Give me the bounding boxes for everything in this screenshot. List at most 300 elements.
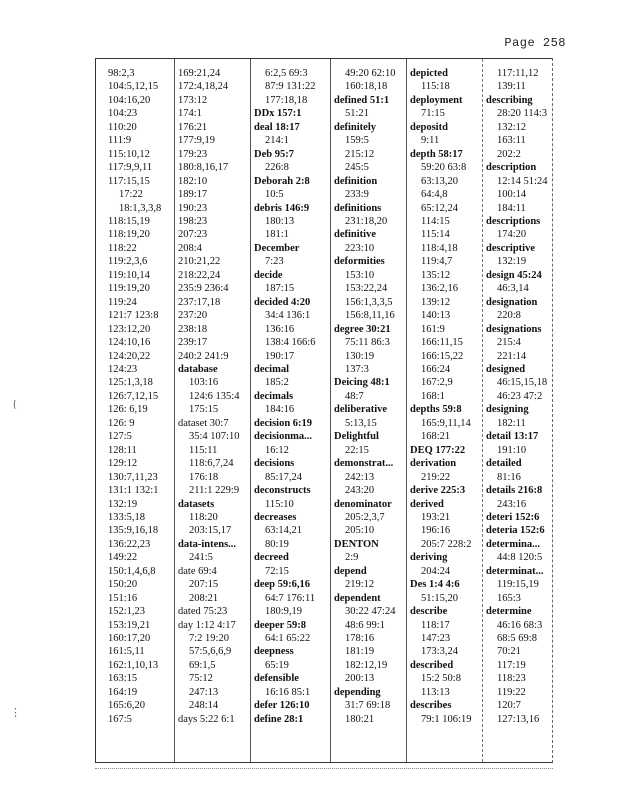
index-entry: 205:7 228:2 — [421, 538, 472, 550]
index-entry: 153:10 — [345, 269, 375, 281]
index-entry: 180:8,16,17 — [178, 162, 229, 174]
index-entry: 166:15,22 — [421, 350, 464, 362]
index-term: derived — [410, 498, 444, 510]
index-entry: 174:20 — [497, 229, 527, 241]
index-entry: 191:10 — [497, 444, 527, 456]
index-entry: 130:19 — [345, 350, 375, 362]
index-entry: 31:7 69:18 — [345, 700, 391, 712]
index-entry: 118:17 — [421, 619, 450, 631]
index-entry: 179:23 — [178, 148, 208, 160]
index-entry: 16:12 — [265, 444, 289, 456]
index-entry: 219:22 — [421, 471, 451, 483]
index-entry: 200:13 — [345, 673, 375, 685]
index-term: deliberative — [334, 404, 388, 416]
index-entry: 172:4,18,24 — [178, 81, 229, 93]
index-entry: 173:12 — [178, 94, 208, 106]
index-entry: 210:21,22 — [178, 256, 221, 268]
index-term: decided 4:20 — [254, 296, 311, 308]
index-entry: 139:11 — [497, 81, 526, 93]
index-entry: 176:21 — [178, 121, 208, 133]
index-entry: 204:24 — [421, 565, 451, 577]
index-entry: 118:20 — [189, 511, 218, 523]
index-entry: 166:24 — [421, 363, 451, 375]
index-entry: 215:4 — [497, 337, 521, 349]
index-entry: 115:14 — [421, 229, 450, 241]
index-entry: 64:1 65:22 — [265, 633, 311, 645]
index-entry: 168:1 — [421, 390, 445, 402]
index-term: decimal — [254, 363, 289, 375]
index-entry: 187:15 — [265, 283, 295, 295]
index-entry: date 69:4 — [178, 565, 217, 577]
index-term: depending — [334, 686, 381, 698]
index-term: determinat... — [486, 565, 544, 577]
index-entry: 132:12 — [497, 121, 527, 133]
index-entry: 211:1 229:9 — [189, 485, 240, 497]
index-entry: 241:5 — [189, 552, 213, 564]
index-entry: 190:17 — [265, 350, 295, 362]
index-entry: 189:17 — [178, 189, 208, 201]
index-entry: 9:11 — [421, 135, 440, 147]
index-entry: 208:4 — [178, 242, 202, 254]
index-entry: 104:5,12,15 — [108, 81, 159, 93]
index-term: deepness — [254, 646, 294, 658]
index-entry: 71:15 — [421, 108, 445, 120]
index-entry: 70:21 — [497, 646, 521, 658]
index-term: described — [410, 659, 454, 671]
index-entry: 6:2,5 69:3 — [265, 68, 308, 79]
index-entry: 119:19,20 — [108, 283, 150, 295]
index-entry: 34:4 136:1 — [265, 310, 311, 322]
index-entry: 184:11 — [497, 202, 526, 214]
index-entry: 115:10 — [265, 498, 294, 510]
index-entry: 223:10 — [345, 242, 375, 254]
index-entry: 98:2,3 — [108, 68, 135, 79]
index-entry: 46:15,15,18 — [497, 377, 548, 389]
index-entry: 207:23 — [178, 229, 208, 241]
index-term: descriptions — [486, 215, 541, 227]
column-divider — [406, 59, 407, 762]
index-entry: 22:15 — [345, 444, 369, 456]
index-term: derive 225:3 — [410, 485, 466, 497]
index-entry: 124:23 — [108, 363, 138, 375]
index-entry: 51:21 — [345, 108, 369, 120]
margin-mark: ⋮ — [10, 707, 21, 719]
index-term: defensible — [254, 673, 299, 685]
index-entry: 215:12 — [345, 148, 375, 160]
index-entry: 221:14 — [497, 350, 527, 362]
index-term: defined 51:1 — [334, 94, 390, 106]
column-divider — [330, 59, 331, 762]
index-entry: 118:22 — [108, 242, 137, 254]
index-entry: 119:24 — [108, 296, 137, 308]
index-entry: 81:16 — [497, 471, 521, 483]
index-term: decimals — [254, 390, 294, 402]
index-term: denominator — [334, 498, 392, 510]
index-entry: 123:12,20 — [108, 323, 151, 335]
index-term: definition — [334, 175, 378, 187]
index-term: designation — [486, 296, 538, 308]
index-entry: 180:13 — [265, 215, 295, 227]
index-term: DEQ 177:22 — [410, 444, 466, 456]
index-entry: 178:16 — [345, 633, 375, 645]
index-entry: 139:12 — [421, 296, 451, 308]
index-entry: 168:21 — [421, 431, 451, 443]
bottom-rule — [95, 768, 553, 770]
index-term: definitive — [334, 229, 376, 241]
index-entry: 151:16 — [108, 592, 138, 604]
index-entry: 35:4 107:10 — [189, 431, 240, 443]
index-term: determine — [486, 606, 532, 618]
index-entry: 239:17 — [178, 337, 208, 349]
index-entry: 119:2,3,6 — [108, 256, 148, 268]
index-term: deconstructs — [254, 485, 311, 497]
index-term: Des 1:4 4:6 — [410, 579, 460, 591]
index-term: detail 13:17 — [486, 431, 539, 443]
index-term: deteria 152:6 — [486, 525, 545, 537]
index-entry: 118:15,19 — [108, 215, 150, 227]
index-entry: 48:7 — [345, 390, 364, 402]
index-entry: 75:12 — [189, 673, 213, 685]
index-entry: 126: 9 — [108, 417, 135, 429]
index-entry: 7:2 19:20 — [189, 633, 229, 645]
index-entry: dated 75:23 — [178, 606, 228, 618]
index-entry: 233:9 — [345, 189, 369, 201]
index-entry: 133:5,18 — [108, 511, 146, 523]
index-term: defer 126:10 — [254, 700, 310, 712]
index-entry: 164:19 — [108, 686, 138, 698]
index-entry: 220:8 — [497, 310, 521, 322]
index-entry: 248:14 — [189, 700, 219, 712]
index-term: define 28:1 — [254, 713, 304, 725]
index-entry: 247:13 — [189, 686, 219, 698]
index-entry: 132:19 — [497, 256, 527, 268]
index-entry: 16:16 85:1 — [265, 686, 311, 698]
index-entry: 218:22,24 — [178, 269, 221, 281]
index-term: DDx 157:1 — [254, 108, 302, 120]
index-entry: 119:22 — [497, 686, 526, 698]
index-entry: 159:5 — [345, 135, 369, 147]
index-entry: 205:2,3,7 — [345, 511, 385, 523]
index-entry: 190:23 — [178, 202, 208, 214]
index-entry: 163:11 — [497, 135, 526, 147]
index-entry: 198:23 — [178, 215, 208, 227]
index-entry: 117:9,9,11 — [108, 162, 153, 174]
index-term: depositd — [410, 121, 448, 133]
index-entry: 136:2,16 — [421, 283, 459, 295]
index-entry: 152:1,23 — [108, 606, 146, 618]
index-term: definitely — [334, 121, 376, 133]
index-term: decisions — [254, 458, 295, 470]
index-entry: 120:7 — [497, 700, 521, 712]
index-entry: 156:1,3,3,5 — [345, 296, 393, 308]
index-entry: 44:8 120:5 — [497, 552, 543, 564]
index-entry: 65:19 — [265, 659, 289, 671]
index-term: depth 58:17 — [410, 148, 463, 160]
index-entry: 176:18 — [189, 471, 219, 483]
index-term: decisionma... — [254, 431, 313, 443]
index-entry: 150:20 — [108, 579, 138, 591]
index-entry: 128:11 — [108, 444, 137, 456]
index-entry: 115:18 — [421, 81, 450, 93]
index-entry: 153:19,21 — [108, 619, 151, 631]
index-entry: days 5:22 6:1 — [178, 713, 235, 725]
index-column-4 — [334, 67, 406, 757]
index-column-1 — [108, 67, 174, 757]
index-entry: 51:15,20 — [421, 592, 459, 604]
index-entry: 156:8,11,16 — [345, 310, 395, 322]
index-term: describing — [486, 94, 533, 106]
index-entry: 87:9 131:22 — [265, 81, 316, 93]
index-entry: 85:17,24 — [265, 471, 303, 483]
index-entry: 17:22 — [119, 189, 143, 201]
index-term: designations — [486, 323, 542, 335]
index-term: deployment — [410, 94, 463, 106]
index-entry: 124:20,22 — [108, 350, 151, 362]
index-term: derivation — [410, 458, 457, 470]
index-entry: 2:9 — [345, 552, 359, 564]
index-entry: 117:11,12 — [497, 68, 539, 79]
index-entry: 160:17,20 — [108, 633, 151, 645]
index-entry: 169:21,24 — [178, 68, 221, 79]
index-entry: 118:23 — [497, 673, 526, 685]
index-term: description — [486, 162, 537, 174]
index-entry: 167:2,9 — [421, 377, 453, 389]
index-column-5 — [410, 67, 482, 757]
index-column-2 — [178, 67, 250, 757]
index-entry: 68:5 69:8 — [497, 633, 537, 645]
index-term: describe — [410, 606, 448, 618]
index-entry: 150:1,4,6,8 — [108, 565, 156, 577]
index-entry: 135:9,16,18 — [108, 525, 159, 537]
index-entry: 49:20 62:10 — [345, 68, 396, 79]
index-entry: 138:4 166:6 — [265, 337, 316, 349]
index-term: Deicing 48:1 — [334, 377, 390, 389]
column-divider — [174, 59, 175, 762]
index-term: database — [178, 363, 218, 375]
index-entry: 202:2 — [497, 148, 521, 160]
index-term: depths 59:8 — [410, 404, 462, 416]
index-entry: day 1:12 4:17 — [178, 619, 236, 631]
index-term: deteri 152:6 — [486, 511, 540, 523]
index-entry: 59:20 63:8 — [421, 162, 467, 174]
index-entry: 193:21 — [421, 511, 451, 523]
index-term: deal 18:17 — [254, 121, 300, 133]
index-entry: 149:22 — [108, 552, 138, 564]
index-entry: 182:11 — [497, 417, 526, 429]
index-entry: 165:3 — [497, 592, 521, 604]
index-entry: 65:12,24 — [421, 202, 459, 214]
index-entry: dataset 30:7 — [178, 417, 229, 429]
index-entry: 203:15,17 — [189, 525, 232, 537]
index-entry: 7:23 — [265, 256, 284, 268]
index-entry: 119:10,14 — [108, 269, 150, 281]
index-entry: 10:5 — [265, 189, 284, 201]
index-entry: 137:3 — [345, 363, 369, 375]
index-entry: 104:16,20 — [108, 94, 151, 106]
index-table — [95, 58, 553, 763]
index-entry: 181:19 — [345, 646, 375, 658]
index-entry: 243:20 — [345, 485, 375, 497]
index-entry: 184:16 — [265, 404, 295, 416]
index-entry: 115:10,12 — [108, 148, 150, 160]
index-entry: 127:5 — [108, 431, 132, 443]
index-column-3 — [254, 67, 330, 757]
index-term: Deborah 2:8 — [254, 175, 310, 187]
index-entry: 181:1 — [265, 229, 289, 241]
index-entry: 153:22,24 — [345, 283, 388, 295]
index-entry: 118:4,18 — [421, 242, 458, 254]
index-entry: 161:9 — [421, 323, 445, 335]
index-entry: 238:18 — [178, 323, 208, 335]
index-entry: 163:15 — [108, 673, 138, 685]
index-entry: 110:20 — [108, 121, 137, 133]
index-entry: 196:16 — [421, 525, 451, 537]
index-entry: 104:23 — [108, 108, 138, 120]
index-entry: 111:9 — [108, 135, 132, 147]
index-term: definitions — [334, 202, 382, 214]
index-entry: 237:17,18 — [178, 296, 221, 308]
index-entry: 173:3,24 — [421, 646, 459, 658]
index-entry: 135:12 — [421, 269, 451, 281]
index-entry: 208:21 — [189, 592, 219, 604]
index-entry: 126:7,12,15 — [108, 390, 159, 402]
index-term: details 216:8 — [486, 485, 543, 497]
index-entry: 80:19 — [265, 538, 289, 550]
index-entry: 243:16 — [497, 498, 527, 510]
index-term: Delightful — [334, 431, 379, 443]
index-entry: 237:20 — [178, 310, 208, 322]
index-entry: 5:13,15 — [345, 417, 377, 429]
index-entry: 75:11 86:3 — [345, 337, 390, 349]
index-column-6 — [486, 67, 552, 757]
index-term: data-intens... — [178, 538, 237, 550]
index-entry: 166:11,15 — [421, 337, 463, 349]
index-term: December — [254, 242, 300, 254]
index-entry: 182:12,19 — [345, 659, 388, 671]
index-entry: 63:13,20 — [421, 175, 459, 187]
index-term: decision 6:19 — [254, 417, 313, 429]
index-entry: 125:1,3,18 — [108, 377, 153, 389]
index-entry: 119:4,7 — [421, 256, 453, 268]
page-number: Page 258 — [504, 36, 566, 50]
index-entry: 231:18,20 — [345, 215, 388, 227]
index-term: decreed — [254, 552, 289, 564]
index-entry: 162:1,10,13 — [108, 659, 159, 671]
index-term: degree 30:21 — [334, 323, 391, 335]
index-entry: 30:22 47:24 — [345, 606, 396, 618]
index-term: designed — [486, 363, 526, 375]
index-term: decide — [254, 269, 283, 281]
index-entry: 136:16 — [265, 323, 295, 335]
index-entry: 167:5 — [108, 713, 132, 725]
index-entry: 64:7 176:11 — [265, 592, 316, 604]
index-term: DENTON — [334, 538, 379, 550]
index-entry: 46:16 68:3 — [497, 619, 543, 631]
index-entry: 185:2 — [265, 377, 289, 389]
index-entry: 226:8 — [265, 162, 289, 174]
index-entry: 180:9,19 — [265, 606, 303, 618]
index-term: decreases — [254, 511, 297, 523]
index-entry: 46:3,14 — [497, 283, 529, 295]
index-entry: 245:5 — [345, 162, 369, 174]
index-term: design 45:24 — [486, 269, 542, 281]
index-entry: 219:12 — [345, 579, 375, 591]
index-entry: 121:7 123:8 — [108, 310, 159, 322]
index-entry: 126: 6,19 — [108, 404, 148, 416]
index-entry: 180:21 — [345, 713, 375, 725]
index-entry: 124:10,16 — [108, 337, 151, 349]
index-entry: 100:14 — [497, 189, 527, 201]
index-entry: 136:22,23 — [108, 538, 151, 550]
index-entry: 57:5,6,6,9 — [189, 646, 232, 658]
column-divider — [482, 59, 483, 762]
index-entry: 165:6,20 — [108, 700, 146, 712]
index-entry: 48:6 99:1 — [345, 619, 385, 631]
index-term: deep 59:6,16 — [254, 579, 310, 591]
index-term: determina... — [486, 538, 540, 550]
margin-mark: { — [12, 398, 18, 410]
index-entry: 161:5,11 — [108, 646, 145, 658]
index-entry: 118:6,7,24 — [189, 458, 234, 470]
index-entry: 147:23 — [421, 633, 451, 645]
index-term: demonstrat... — [334, 458, 394, 470]
index-entry: 235:9 236:4 — [178, 283, 229, 295]
index-entry: 127:13,16 — [497, 713, 540, 725]
index-entry: 129:12 — [108, 458, 138, 470]
index-entry: 207:15 — [189, 579, 219, 591]
index-entry: 242:13 — [345, 471, 375, 483]
index-term: deriving — [410, 552, 448, 564]
index-entry: 160:18,18 — [345, 81, 388, 93]
index-entry: 69:1,5 — [189, 659, 216, 671]
index-entry: 64:4,8 — [421, 189, 448, 201]
index-term: datasets — [178, 498, 215, 510]
index-entry: 103:16 — [189, 377, 219, 389]
index-entry: 131:1 132:1 — [108, 485, 159, 497]
index-entry: 165:9,11,14 — [421, 417, 471, 429]
index-term: describes — [410, 700, 452, 712]
index-term: descriptive — [486, 242, 535, 254]
index-entry: 113:13 — [421, 686, 450, 698]
index-entry: 240:2 241:9 — [178, 350, 229, 362]
index-entry: 114:15 — [421, 215, 450, 227]
index-entry: 117:19 — [497, 659, 526, 671]
index-entry: 132:19 — [108, 498, 138, 510]
index-entry: 177:18,18 — [265, 94, 308, 106]
index-entry: 115:11 — [189, 444, 218, 456]
index-entry: 117:15,15 — [108, 175, 150, 187]
index-term: dependent — [334, 592, 381, 604]
index-term: designing — [486, 404, 529, 416]
index-entry: 124:6 135:4 — [189, 390, 240, 402]
index-term: debris 146:9 — [254, 202, 310, 214]
index-term: deeper 59:8 — [254, 619, 307, 631]
index-entry: 130:7,11,23 — [108, 471, 158, 483]
index-entry: 28:20 114:3 — [497, 108, 548, 120]
index-entry: 63:14,21 — [265, 525, 303, 537]
index-term: depicted — [410, 68, 448, 79]
index-entry: 205:10 — [345, 525, 375, 537]
index-entry: 118:19,20 — [108, 229, 150, 241]
index-term: deformities — [334, 256, 385, 268]
index-entry: 72:15 — [265, 565, 289, 577]
index-entry: 12:14 51:24 — [497, 175, 548, 187]
index-entry: 174:1 — [178, 108, 202, 120]
index-entry: 46:23 47:2 — [497, 390, 543, 402]
index-entry: 119:15,19 — [497, 579, 539, 591]
index-term: depend — [334, 565, 367, 577]
column-divider — [250, 59, 251, 762]
